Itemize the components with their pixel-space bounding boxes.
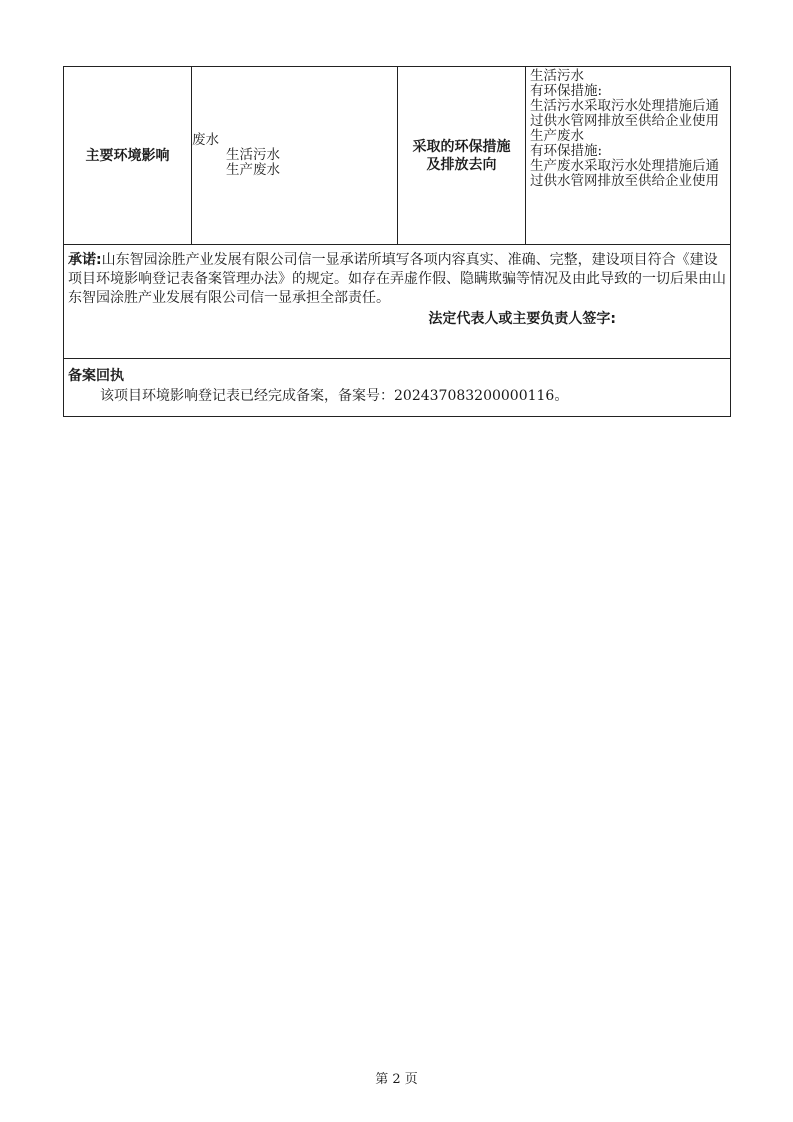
record-cell — [64, 359, 731, 417]
record-text: 该项目环境影响登记表已经完成备案，备案号：202437083200000116。 — [100, 388, 569, 404]
measures-line: 生产废水 — [530, 128, 584, 144]
measures-line: 有环保措施: — [530, 143, 603, 159]
page-number: 第 2 页 — [375, 1072, 418, 1087]
env-registration-table — [63, 66, 731, 417]
commitment-row — [64, 245, 731, 359]
record-heading: 备案回执 — [68, 368, 124, 384]
signature-label: 法定代表人或主要负责人签字: — [428, 311, 616, 327]
measures-label-line1: 采取的环保措施 — [412, 138, 511, 155]
env-impact-row — [64, 67, 731, 245]
measures-cell — [526, 67, 731, 245]
measures-line: 生活污水采取污水处理措施后通过供水管网排放至供给企业使用 — [530, 98, 719, 129]
measures-line: 生产废水采取污水处理措施后通过供水管网排放至供给企业使用 — [530, 158, 719, 189]
measures-line: 生活污水 — [530, 68, 584, 84]
impact-label: 主要环境影响 — [85, 147, 170, 164]
impact-label-cell — [64, 67, 192, 245]
wastewater-item: 生产废水 — [226, 162, 280, 178]
commitment-heading: 承诺: — [68, 252, 102, 268]
measures-label-cell — [398, 67, 526, 245]
wastewater-cell — [192, 67, 398, 245]
measures-label-line2: 及排放去向 — [426, 156, 497, 173]
wastewater-item: 生活污水 — [226, 147, 280, 163]
record-row — [64, 359, 731, 417]
wastewater-label: 废水 — [192, 132, 219, 148]
commitment-cell — [64, 245, 731, 359]
commitment-text: 山东智园涂胜产业发展有限公司信一显承诺所填写各项内容真实、准确、完整，建设项目符合《建设项目环境影响登记表备案管理办法》的规定。如存在弄虚作假、隐瞒欺骗等情况及由此导致的一切后果由山东智园涂胜产业发展有限公司信一显承担全部责任。 — [68, 252, 726, 306]
measures-line: 有环保措施: — [530, 83, 603, 99]
